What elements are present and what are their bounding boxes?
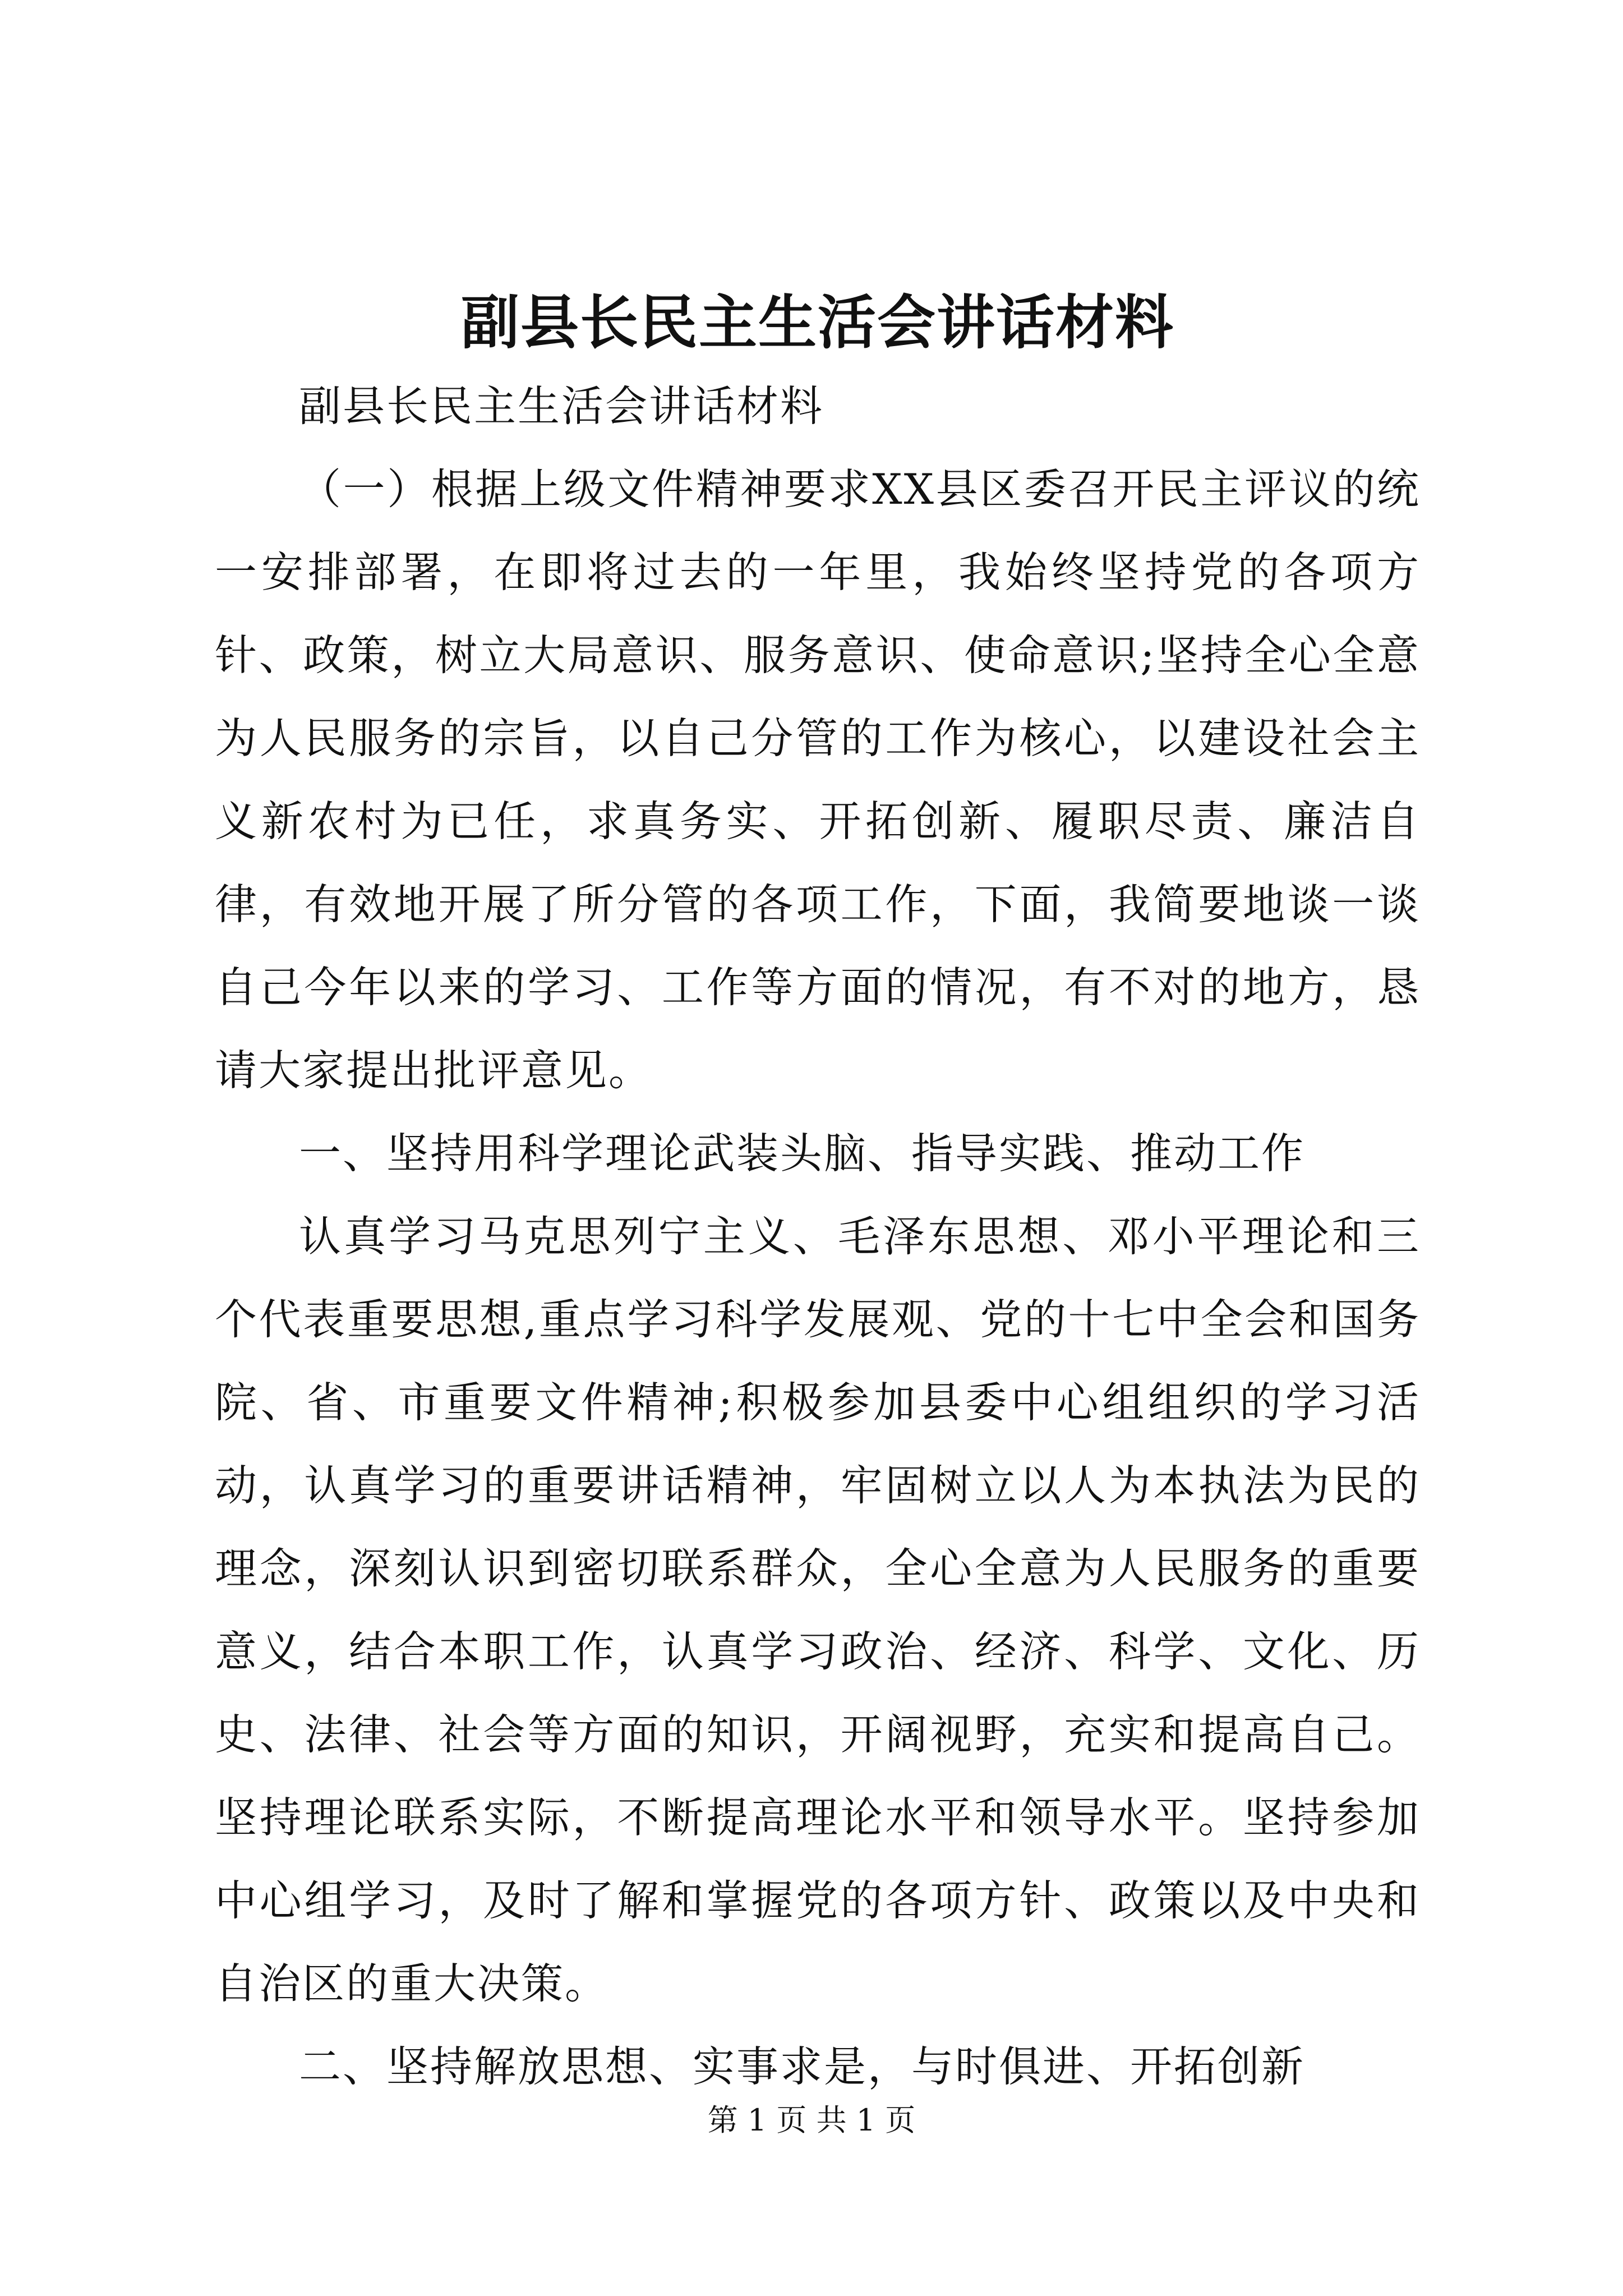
document-title: 副县长民主生活会讲话材料: [460, 288, 1174, 357]
document-subtitle: 副县长民主生活会讲话材料: [299, 381, 824, 431]
page-footer: 第 1 页 共 1 页: [707, 2102, 916, 2138]
paragraph-intro: （一）根据上级文件精神要求XX县区委召开民主评议的统一安排部署，在即将过去的一年里，我始终坚持党的各项方针、政策，树立大局意识、服务意识、使命意识;坚持全心全意为人民服务的宗旨，以自己分管的工作为核心，以建设社会主义新农村为已任，求真务实、开拓创新、履职尽责、廉洁自律，有效地开展了所分管的各项工作，下面，我简要地谈一谈自己今年以来的学习、工作等方面的情况，有不对的地方，恳请大家提出批评意见。: [215, 464, 1421, 1095]
section-heading-2: 二、坚持解放思想、实事求是，与时俱进、开拓创新: [299, 2042, 1306, 2091]
section-heading-1: 一、坚持用科学理论武装头脑、指导实践、推动工作: [299, 1129, 1306, 1178]
paragraph-section-1: 认真学习马克思列宁主义、毛泽东思想、邓小平理论和三个代表重要思想,重点学习科学发展观、党的十七中全会和国务院、省、市重要文件精神;积极参加县委中心组组织的学习活动，认真学习的重要讲话精神，牢固树立以人为本执法为民的理念，深刻认识到密切联系群众，全心全意为人民服务的重要意义，结合本职工作，认真学习政治、经济、科学、文化、历史、法律、社会等方面的知识，开阔视野，充实和提高自己。坚持理论联系实际，不断提高理论水平和领导水平。坚持参加中心组学习，及时了解和掌握党的各项方针、政策以及中央和自治区的重大决策。: [215, 1212, 1421, 2008]
document-body: [215, 280, 1421, 2108]
